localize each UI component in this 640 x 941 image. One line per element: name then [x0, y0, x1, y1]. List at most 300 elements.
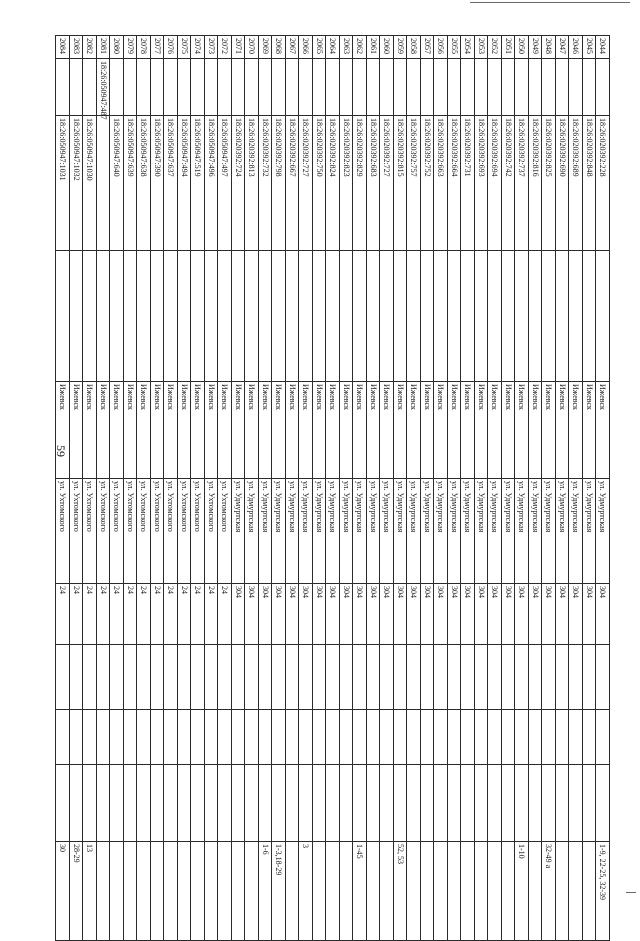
premises-range-cell: 52, 53 [394, 842, 408, 941]
table-row [110, 36, 124, 941]
empty-cell [83, 765, 97, 842]
house-number-cell: 24 [124, 584, 138, 645]
street-cell: ул. Удмуртская [232, 479, 246, 584]
empty-cell [191, 645, 205, 710]
premises-range-cell [488, 842, 502, 941]
row-number-cell: 2071 [232, 36, 246, 59]
empty-cell [151, 710, 165, 765]
empty-cell [178, 251, 192, 382]
parent-cadastral-cell [56, 59, 70, 116]
parent-cadastral-cell [394, 59, 408, 116]
empty-cell [191, 765, 205, 842]
row-number-cell: 2045 [583, 36, 597, 59]
empty-cell [542, 251, 556, 382]
table-row [205, 36, 219, 941]
empty-cell [110, 710, 124, 765]
empty-cell [461, 251, 475, 382]
empty-cell [124, 710, 138, 765]
cadastral-number-cell: 18:26:020392:727 [299, 116, 313, 251]
table-row [286, 36, 300, 941]
premises-range-cell: 1-10 [515, 842, 529, 941]
premises-range-cell: 1-45 [353, 842, 367, 941]
parent-cadastral-cell [205, 59, 219, 116]
city-cell: Ижевск [515, 382, 529, 479]
empty-cell [191, 710, 205, 765]
empty-cell [475, 765, 489, 842]
empty-cell [70, 765, 84, 842]
property-register-table [56, 35, 611, 941]
empty-cell [232, 645, 246, 710]
street-cell: ул. Удмуртская [461, 479, 475, 584]
empty-cell [407, 645, 421, 710]
city-cell: Ижевск [137, 382, 151, 479]
empty-cell [340, 251, 354, 382]
empty-cell [272, 765, 286, 842]
premises-range-cell [137, 842, 151, 941]
premises-range-cell: 1-3,18-29 [272, 842, 286, 941]
city-cell: Ижевск [569, 382, 583, 479]
row-number-cell: 2062 [353, 36, 367, 59]
premises-range-cell: 32-49 а [542, 842, 556, 941]
parent-cadastral-cell [569, 59, 583, 116]
empty-cell [178, 765, 192, 842]
empty-cell [407, 765, 421, 842]
city-cell: Ижевск [367, 382, 381, 479]
house-number-cell: 304 [542, 584, 556, 645]
empty-cell [137, 710, 151, 765]
street-cell: ул. Удмуртская [259, 479, 273, 584]
cadastral-number-cell: 18:26:020392:815 [394, 116, 408, 251]
street-cell: ул. Удмуртская [299, 479, 313, 584]
premises-range-cell [583, 842, 597, 941]
house-number-cell: 24 [205, 584, 219, 645]
street-cell: ул. Ухтомского [70, 479, 84, 584]
row-number-cell: 2072 [218, 36, 232, 59]
cadastral-number-cell: 18:26:050947:638 [137, 116, 151, 251]
street-cell: ул. Ухтомского [110, 479, 124, 584]
empty-cell [583, 645, 597, 710]
row-number-cell: 2049 [529, 36, 543, 59]
city-cell: Ижевск [124, 382, 138, 479]
street-cell: ул. Удмуртская [542, 479, 556, 584]
table-row [232, 36, 246, 941]
street-cell: ул. Удмуртская [367, 479, 381, 584]
cadastral-number-cell: 18:26:020392:664 [448, 116, 462, 251]
parent-cadastral-cell [83, 59, 97, 116]
table-row [245, 36, 259, 941]
empty-cell [313, 251, 327, 382]
city-cell: Ижевск [70, 382, 84, 479]
city-cell: Ижевск [299, 382, 313, 479]
row-number-cell: 2044 [596, 36, 610, 59]
street-cell: ул. Удмуртская [313, 479, 327, 584]
cadastral-number-cell: 18:26:050947:1031 [56, 116, 70, 251]
empty-cell [367, 765, 381, 842]
parent-cadastral-cell [191, 59, 205, 116]
cadastral-number-cell: 18:26:050947:637 [164, 116, 178, 251]
empty-cell [367, 645, 381, 710]
table-row [313, 36, 327, 941]
empty-cell [70, 251, 84, 382]
parent-cadastral-cell [70, 59, 84, 116]
empty-cell [245, 710, 259, 765]
cadastral-number-cell: 18:26:050947:390 [151, 116, 165, 251]
empty-cell [542, 765, 556, 842]
empty-cell [461, 710, 475, 765]
empty-cell [299, 765, 313, 842]
empty-cell [232, 710, 246, 765]
premises-range-cell [475, 842, 489, 941]
house-number-cell: 24 [137, 584, 151, 645]
empty-cell [326, 645, 340, 710]
empty-cell [124, 251, 138, 382]
empty-cell [529, 251, 543, 382]
street-cell: ул. Ухтомского [191, 479, 205, 584]
empty-cell [218, 251, 232, 382]
city-cell: Ижевск [218, 382, 232, 479]
premises-range-cell: 1-6 [259, 842, 273, 941]
premises-range-cell: 30 [56, 842, 70, 941]
empty-cell [299, 710, 313, 765]
row-number-cell: 2070 [245, 36, 259, 59]
empty-cell [488, 645, 502, 710]
empty-cell [353, 710, 367, 765]
empty-cell [515, 645, 529, 710]
empty-cell [569, 645, 583, 710]
cadastral-number-cell: 18:26:020392:798 [272, 116, 286, 251]
row-number-cell: 2068 [272, 36, 286, 59]
parent-cadastral-cell [434, 59, 448, 116]
city-cell: Ижевск [488, 382, 502, 479]
premises-range-cell [529, 842, 543, 941]
premises-range-cell [502, 842, 516, 941]
house-number-cell: 304 [367, 584, 381, 645]
premises-range-cell [110, 842, 124, 941]
parent-cadastral-cell [542, 59, 556, 116]
row-number-cell: 2082 [83, 36, 97, 59]
empty-cell [245, 251, 259, 382]
house-number-cell: 24 [97, 584, 111, 645]
empty-cell [259, 645, 273, 710]
city-cell: Ижевск [286, 382, 300, 479]
empty-cell [340, 765, 354, 842]
house-number-cell: 24 [164, 584, 178, 645]
empty-cell [596, 251, 610, 382]
street-cell: ул. Удмуртская [583, 479, 597, 584]
empty-cell [502, 710, 516, 765]
city-cell: Ижевск [556, 382, 570, 479]
premises-range-cell [569, 842, 583, 941]
street-cell: ул. Удмуртская [529, 479, 543, 584]
house-number-cell: 304 [326, 584, 340, 645]
row-number-cell: 2051 [502, 36, 516, 59]
street-cell: ул. Ухтомского [56, 479, 70, 584]
row-number-cell: 2075 [178, 36, 192, 59]
empty-cell [326, 251, 340, 382]
city-cell: Ижевск [164, 382, 178, 479]
cadastral-number-cell: 18:26:020392:727 [380, 116, 394, 251]
empty-cell [286, 765, 300, 842]
parent-cadastral-cell [367, 59, 381, 116]
empty-cell [488, 710, 502, 765]
house-number-cell: 304 [286, 584, 300, 645]
row-number-cell: 2065 [313, 36, 327, 59]
parent-cadastral-cell [556, 59, 570, 116]
city-cell: Ижевск [583, 382, 597, 479]
cadastral-number-cell: 18:26:050947:639 [124, 116, 138, 251]
city-cell: Ижевск [448, 382, 462, 479]
city-cell: Ижевск [326, 382, 340, 479]
city-cell: Ижевск [259, 382, 273, 479]
empty-cell [124, 765, 138, 842]
empty-cell [542, 710, 556, 765]
empty-cell [421, 710, 435, 765]
house-number-cell: 304 [583, 584, 597, 645]
empty-cell [56, 710, 70, 765]
cadastral-number-cell: 18:26:050947:640 [110, 116, 124, 251]
house-number-cell: 304 [353, 584, 367, 645]
register-table-frame [58, 35, 610, 900]
empty-cell [205, 710, 219, 765]
empty-cell [164, 251, 178, 382]
parent-cadastral-cell [137, 59, 151, 116]
cadastral-number-cell: 18:26:020392:690 [556, 116, 570, 251]
empty-cell [529, 710, 543, 765]
street-cell: ул. Удмуртская [448, 479, 462, 584]
city-cell: Ижевск [232, 382, 246, 479]
empty-cell [259, 710, 273, 765]
cadastral-number-cell: 18:26:020392:829 [353, 116, 367, 251]
cadastral-number-cell: 18:26:020392:757 [407, 116, 421, 251]
city-cell: Ижевск [542, 382, 556, 479]
city-cell: Ижевск [394, 382, 408, 479]
house-number-cell: 304 [488, 584, 502, 645]
empty-cell [110, 251, 124, 382]
empty-cell [556, 251, 570, 382]
empty-cell [286, 710, 300, 765]
empty-cell [97, 645, 111, 710]
parent-cadastral-cell [110, 59, 124, 116]
house-number-cell: 304 [313, 584, 327, 645]
house-number-cell: 304 [259, 584, 273, 645]
street-cell: ул. Удмуртская [488, 479, 502, 584]
premises-range-cell: 1-9, 22-25, 32-39 [596, 842, 610, 941]
house-number-cell: 304 [461, 584, 475, 645]
empty-cell [83, 710, 97, 765]
empty-cell [569, 710, 583, 765]
table-row [448, 36, 462, 941]
street-cell: ул. Удмуртская [380, 479, 394, 584]
empty-cell [353, 645, 367, 710]
house-number-cell: 304 [475, 584, 489, 645]
house-number-cell: 304 [232, 584, 246, 645]
empty-cell [461, 645, 475, 710]
table-row [461, 36, 475, 941]
parent-cadastral-cell: 18:26:050947:487 [97, 59, 111, 116]
row-number-cell: 2077 [151, 36, 165, 59]
premises-range-cell [218, 842, 232, 941]
empty-cell [151, 251, 165, 382]
table-row [353, 36, 367, 941]
table-row [380, 36, 394, 941]
empty-cell [218, 765, 232, 842]
cadastral-number-cell [97, 116, 111, 251]
row-number-cell: 2063 [340, 36, 354, 59]
register-table-body [56, 36, 610, 941]
parent-cadastral-cell [596, 59, 610, 116]
street-cell: ул. Удмуртская [394, 479, 408, 584]
house-number-cell: 304 [272, 584, 286, 645]
table-row [70, 36, 84, 941]
empty-cell [191, 251, 205, 382]
city-cell: Ижевск [97, 382, 111, 479]
table-row [56, 36, 70, 941]
empty-cell [421, 645, 435, 710]
house-number-cell: 304 [515, 584, 529, 645]
street-cell: ул. Удмуртская [353, 479, 367, 584]
empty-cell [110, 645, 124, 710]
premises-range-cell [97, 842, 111, 941]
table-row [151, 36, 165, 941]
city-cell: Ижевск [475, 382, 489, 479]
cadastral-number-cell: 18:26:020392:228 [596, 116, 610, 251]
street-cell: ул. Удмуртская [556, 479, 570, 584]
street-cell: ул. Ухтомского [178, 479, 192, 584]
empty-cell [448, 710, 462, 765]
city-cell: Ижевск [110, 382, 124, 479]
scan-edge-mark-top [470, 2, 630, 3]
row-number-cell: 2060 [380, 36, 394, 59]
table-row [596, 36, 610, 941]
table-row [218, 36, 232, 941]
premises-range-cell [380, 842, 394, 941]
cadastral-number-cell: 18:26:020392:742 [502, 116, 516, 251]
premises-range-cell [205, 842, 219, 941]
premises-range-cell [313, 842, 327, 941]
house-number-cell: 304 [299, 584, 313, 645]
house-number-cell: 304 [502, 584, 516, 645]
premises-range-cell [421, 842, 435, 941]
house-number-cell: 304 [394, 584, 408, 645]
table-row [178, 36, 192, 941]
table-row [137, 36, 151, 941]
premises-range-cell [340, 842, 354, 941]
empty-cell [448, 251, 462, 382]
cadastral-number-cell: 18:26:020392:816 [529, 116, 543, 251]
parent-cadastral-cell [340, 59, 354, 116]
empty-cell [272, 645, 286, 710]
city-cell: Ижевск [313, 382, 327, 479]
empty-cell [218, 710, 232, 765]
street-cell: ул. Удмуртская [245, 479, 259, 584]
parent-cadastral-cell [299, 59, 313, 116]
street-cell: ул. Ухтомского [164, 479, 178, 584]
city-cell: Ижевск [407, 382, 421, 479]
city-cell: Ижевск [353, 382, 367, 479]
city-cell: Ижевск [596, 382, 610, 479]
street-cell: ул. Ухтомского [97, 479, 111, 584]
cadastral-number-cell: 18:26:020392:750 [313, 116, 327, 251]
street-cell: ул. Ухтомского [83, 479, 97, 584]
row-number-cell: 2058 [407, 36, 421, 59]
house-number-cell: 24 [70, 584, 84, 645]
empty-cell [56, 645, 70, 710]
empty-cell [529, 765, 543, 842]
street-cell: ул. Удмуртская [434, 479, 448, 584]
empty-cell [583, 765, 597, 842]
cadastral-number-cell: 18:26:050947:519 [191, 116, 205, 251]
table-row [515, 36, 529, 941]
street-cell: ул. Ухтомского [124, 479, 138, 584]
empty-cell [421, 251, 435, 382]
premises-range-cell [461, 842, 475, 941]
row-number-cell: 2081 [97, 36, 111, 59]
empty-cell [380, 645, 394, 710]
premises-range-cell: 28-29 [70, 842, 84, 941]
table-row [556, 36, 570, 941]
empty-cell [326, 710, 340, 765]
street-cell: ул. Удмуртская [340, 479, 354, 584]
empty-cell [151, 645, 165, 710]
city-cell: Ижевск [529, 382, 543, 479]
empty-cell [488, 251, 502, 382]
parent-cadastral-cell [488, 59, 502, 116]
cadastral-number-cell: 18:26:020392:724 [232, 116, 246, 251]
cadastral-number-cell: 18:26:020392:663 [434, 116, 448, 251]
empty-cell [461, 765, 475, 842]
cadastral-number-cell: 18:26:050947:496 [205, 116, 219, 251]
empty-cell [313, 765, 327, 842]
empty-cell [245, 645, 259, 710]
empty-cell [164, 765, 178, 842]
cadastral-number-cell: 18:26:020392:813 [245, 116, 259, 251]
empty-cell [502, 251, 516, 382]
empty-cell [110, 765, 124, 842]
empty-cell [70, 710, 84, 765]
premises-range-cell [407, 842, 421, 941]
parent-cadastral-cell [245, 59, 259, 116]
house-number-cell: 24 [56, 584, 70, 645]
empty-cell [353, 251, 367, 382]
premises-range-cell: 3 [299, 842, 313, 941]
empty-cell [502, 645, 516, 710]
row-number-cell: 2053 [475, 36, 489, 59]
table-row [569, 36, 583, 941]
empty-cell [394, 710, 408, 765]
premises-range-cell [164, 842, 178, 941]
cadastral-number-cell: 18:26:020392:823 [340, 116, 354, 251]
parent-cadastral-cell [475, 59, 489, 116]
empty-cell [340, 710, 354, 765]
table-row [299, 36, 313, 941]
street-cell: ул. Удмуртская [502, 479, 516, 584]
row-number-cell: 2061 [367, 36, 381, 59]
table-row [421, 36, 435, 941]
empty-cell [394, 251, 408, 382]
city-cell: Ижевск [56, 382, 70, 479]
parent-cadastral-cell [407, 59, 421, 116]
cadastral-number-cell: 18:26:020392:683 [367, 116, 381, 251]
empty-cell [178, 645, 192, 710]
house-number-cell: 304 [596, 584, 610, 645]
city-cell: Ижевск [245, 382, 259, 479]
table-row [407, 36, 421, 941]
parent-cadastral-cell [421, 59, 435, 116]
row-number-cell: 2083 [70, 36, 84, 59]
city-cell: Ижевск [151, 382, 165, 479]
table-row [191, 36, 205, 941]
city-cell: Ижевск [502, 382, 516, 479]
